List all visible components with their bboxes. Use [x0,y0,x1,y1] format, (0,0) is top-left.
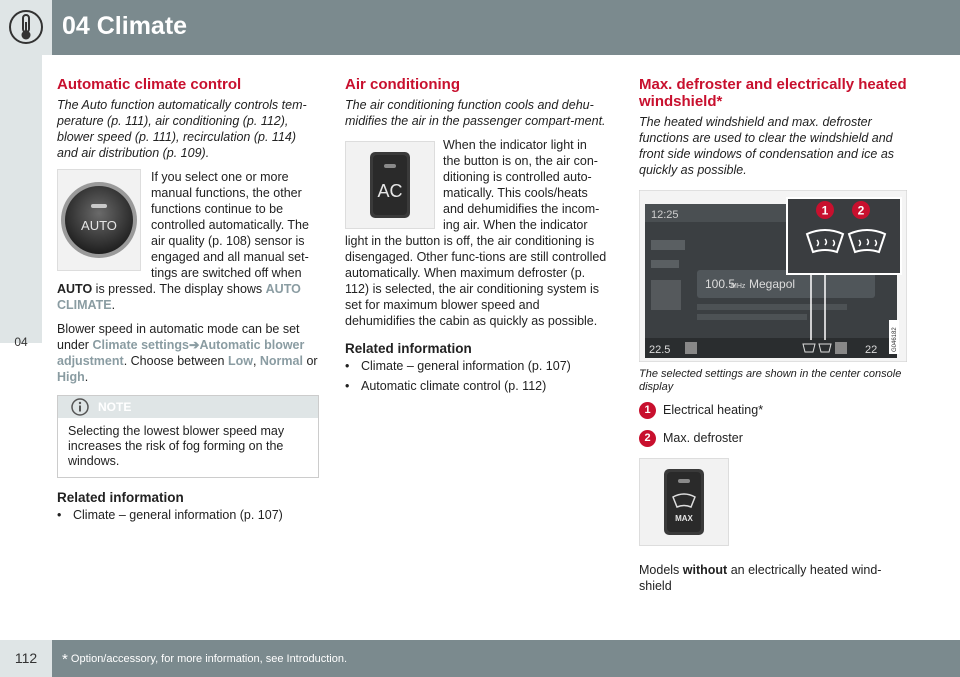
blower-end: . [84,370,89,384]
note-header [58,396,318,418]
footer-text: Option/accessory, for more information, see Introduction. [67,653,348,665]
item-label: Electrical heating* [663,403,764,417]
callout-1: 1 [821,203,829,218]
menu-arrow-icon: ➔ [189,338,200,352]
display-radio-name: Megapol [749,277,796,291]
blower-or: or [302,354,318,368]
blower-text-b: . Choose between [123,354,228,368]
ac-paragraph: When the indicator light in the button is on, the air con-ditioning is controlled auto-matically. This cools/heats and dehumidifies the incom-ing air. When the indicator light in the button is off, the air conditioning is disengaged. Other func-tions are still controlled automatically. When maximum defroster (p. 112) is selected, the air conditioning system is set for maximum blower speed and dehumidifies the cabin as quickly as possible. [345,138,607,328]
chapter-title: 04 Climate [62,12,188,40]
section-intro-ac: The air conditioning function cools and dehu-midifies the air in the passenger compart-ment. [345,98,606,128]
display-temp-right: 22 [865,344,878,356]
thermometer-icon [9,8,43,46]
auto-para-1: If you select one or more manual functions, the other functions continue to be controlled automatically. The air quality (p. 108) sensor is engaged and all manual set-tings are switched off when [151,170,309,280]
auto-para-1-end: . [111,298,116,312]
auto-para-1-mid: is pressed. The display shows [92,282,266,296]
image-code: G046182 [892,327,898,352]
center-console-display-image [639,190,907,362]
related-heading-ac: Related information [345,341,472,356]
ac-button-label: AC [377,181,403,201]
max-button-label: MAX [675,514,693,523]
menu-climate-settings: Climate settings [92,338,190,352]
auto-climate-display-text: AUTO CLIMATE [57,282,301,312]
note-title: NOTE [98,400,132,414]
display-temp-left: 22.5 [649,344,671,356]
note-box [57,395,319,478]
related-list-ac [345,358,607,394]
final-bold: without [682,563,728,577]
option-low: Low [227,354,253,368]
page-footer [0,640,960,677]
auto-button-label: AUTO [81,218,117,233]
display-radio-freq: 100.5 [705,277,736,291]
chapter-header [0,0,960,55]
numbered-item-1 [639,402,907,418]
final-text-b: an electrically heated wind-shield [639,563,882,593]
callout-2: 2 [857,203,865,218]
column-max-defroster [639,76,907,602]
max-button-image [639,458,729,546]
blower-speed-paragraph [57,321,319,385]
blower-text-a: Blower speed in automatic mode can be set under [57,322,300,352]
number-badge: 2 [639,430,656,447]
display-caption: The selected settings are shown in the center console display [639,368,902,393]
related-link[interactable]: • Automatic climate control (p. 112) [345,378,607,394]
auto-button-image [57,169,141,271]
related-link[interactable]: • Climate – general information (p. 107) [345,358,607,374]
item-label: Max. defroster [663,431,743,445]
section-intro-auto: The Auto function automatically controls tem-perature (p. 111), air conditioning (p. 112), blower speed (p. 111), recirculation (p. 114) and air distribution (p. 109). [57,98,307,160]
blower-comma: , [252,354,260,368]
numbered-item-2 [639,430,907,446]
final-text-a: Models [639,563,683,577]
column-air-conditioning [345,76,607,398]
ac-button-image [345,141,435,229]
note-text: Selecting the lowest blower speed may increases the risk of fog forming on the windows. [68,424,285,468]
section-intro-defroster: The heated windshield and max. defroster functions are used to clear the windshield and front side windows of condensation and ice as quickly as possible. [639,115,895,177]
page-number: 112 [0,640,52,677]
option-high: High [57,370,85,384]
column-automatic-climate [57,76,319,527]
number-badge: 1 [639,402,656,419]
related-heading-auto: Related information [57,490,184,505]
info-icon [70,398,90,416]
final-paragraph [639,562,907,594]
related-list-auto [57,507,319,523]
display-time: 12:25 [651,209,679,221]
chapter-icon-box [0,0,52,55]
menu-automatic-blower-adjustment: Automatic blower adjustment [57,338,305,368]
auto-bold-term: AUTO [57,282,93,296]
related-link[interactable]: • Climate – general information (p. 107) [57,507,319,523]
chapter-side-tab [0,55,42,349]
section-heading-auto: Automatic climate control [57,76,242,93]
section-heading-defroster: Max. defroster and electrically heated windshield* [639,76,907,110]
chapter-side-label: 04 [14,335,28,349]
display-radio-unit: MHz [731,283,746,290]
option-normal: Normal [259,354,303,368]
footer-note [62,651,347,668]
footer-star: * [62,651,68,668]
section-heading-ac: Air conditioning [345,76,460,93]
